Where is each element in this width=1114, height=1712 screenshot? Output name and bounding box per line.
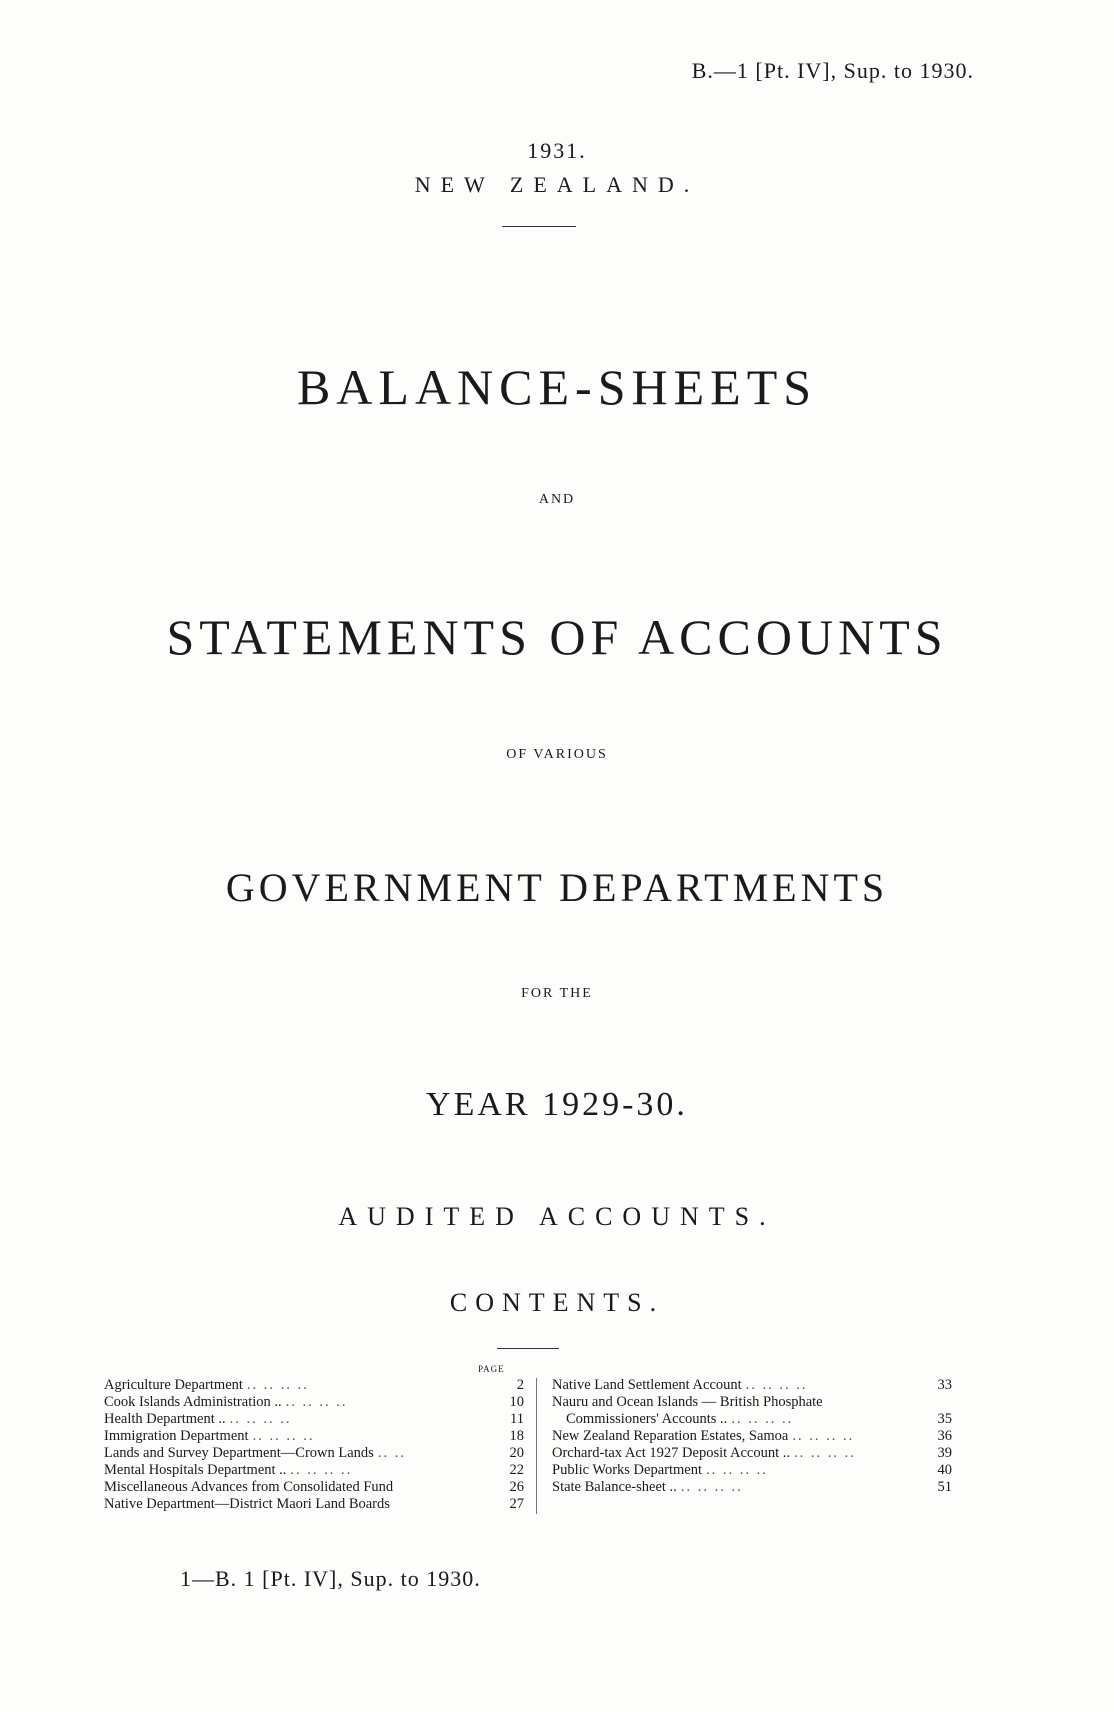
toc-entry: Cook Islands Administration .. .. .. .. .. 10 bbox=[104, 1394, 524, 1410]
toc-entry: Immigration Department .. .. .. .. 18 bbox=[104, 1428, 524, 1444]
title-connector-2: OF VARIOUS bbox=[506, 747, 608, 762]
toc-entry-page: 27 bbox=[509, 1496, 524, 1512]
toc-entry-label: Nauru and Ocean Islands — British Phosphate bbox=[552, 1394, 823, 1410]
toc-entry bbox=[552, 1394, 952, 1411]
title-line-3: GOVERNMENT DEPARTMENTS bbox=[225, 865, 889, 910]
divider bbox=[497, 1348, 559, 1349]
toc-entry: Health Department .. .. .. .. .. 11 bbox=[104, 1411, 524, 1427]
toc-entry: Public Works Department .. .. .. .. 40 bbox=[552, 1462, 952, 1478]
toc-entry-label: Native Department—District Maori Land Boards bbox=[104, 1496, 390, 1512]
toc-entry bbox=[104, 1479, 524, 1496]
toc-entry-label: Miscellaneous Advances from Consolidated Fund bbox=[104, 1479, 394, 1495]
footer-reference: 1—B. 1 [Pt. IV], Sup. to 1930. bbox=[180, 1566, 481, 1591]
toc-entry-page: 33 bbox=[937, 1377, 952, 1393]
title-line-2: STATEMENTS OF ACCOUNTS bbox=[166, 609, 948, 665]
toc-entry-page: 2 bbox=[516, 1377, 524, 1393]
toc-entry: Mental Hospitals Department .. .. .. .. .. 22 bbox=[104, 1462, 524, 1478]
title-line-1: BALANCE-SHEETS bbox=[296, 359, 818, 415]
toc-entry: State Balance-sheet .. .. .. .. .. 51 bbox=[552, 1479, 952, 1495]
toc-entry-label: New Zealand Reparation Estates, Samoa bbox=[552, 1428, 789, 1444]
toc-entry-page: 40 bbox=[937, 1462, 952, 1478]
toc-entry: Commissioners' Accounts .. .. .. .. .. 35 bbox=[552, 1411, 952, 1428]
toc-entry-label: Immigration Department bbox=[104, 1428, 249, 1444]
toc-entry: New Zealand Reparation Estates, Samoa .. .. .. .. 36 bbox=[552, 1428, 952, 1444]
toc-entry-label: Public Works Department bbox=[552, 1462, 702, 1478]
publication-year: 1931. bbox=[527, 138, 587, 163]
toc-entry-label: State Balance-sheet .. bbox=[552, 1479, 677, 1495]
toc-entry-label: Cook Islands Administration .. bbox=[104, 1394, 282, 1410]
subtitle: AUDITED ACCOUNTS. bbox=[338, 1202, 776, 1231]
toc-entry: Agriculture Department .. .. .. .. 2 bbox=[104, 1377, 524, 1393]
toc-entry-page: 10 bbox=[509, 1394, 524, 1410]
contents-left-column bbox=[104, 1377, 524, 1513]
contents-heading: CONTENTS. bbox=[449, 1288, 665, 1317]
toc-entry-page: 36 bbox=[937, 1428, 952, 1444]
toc-entry-page: 35 bbox=[937, 1411, 952, 1427]
toc-entry-page: 39 bbox=[937, 1445, 952, 1461]
document-reference: B.—1 [Pt. IV], Sup. to 1930. bbox=[691, 58, 974, 83]
toc-entry: Orchard-tax Act 1927 Deposit Account .. .. .. .. .. 39 bbox=[552, 1445, 952, 1461]
toc-entry-label: Orchard-tax Act 1927 Deposit Account .. bbox=[552, 1445, 790, 1461]
toc-entry-label: Lands and Survey Department—Crown Lands bbox=[104, 1445, 374, 1461]
title-connector-1: AND bbox=[538, 492, 576, 507]
toc-entry-page: 20 bbox=[509, 1445, 524, 1461]
toc-entry: Native Land Settlement Account .. .. .. .. 33 bbox=[552, 1377, 952, 1393]
toc-entry-label: Native Land Settlement Account bbox=[552, 1377, 742, 1393]
column-divider bbox=[536, 1378, 537, 1514]
toc-entry-label: Mental Hospitals Department .. bbox=[104, 1462, 287, 1478]
toc-entry-page: 18 bbox=[509, 1428, 524, 1444]
toc-entry-page: 26 bbox=[509, 1479, 524, 1495]
toc-entry-label: Agriculture Department bbox=[104, 1377, 243, 1393]
divider bbox=[502, 226, 576, 227]
title-period: YEAR 1929-30. bbox=[426, 1086, 688, 1123]
toc-entry-label: Commissioners' Accounts .. bbox=[566, 1411, 728, 1427]
toc-entry: Lands and Survey Department—Crown Lands .. .. 20 bbox=[104, 1445, 524, 1461]
toc-entry-page: 51 bbox=[937, 1479, 952, 1495]
toc-entry bbox=[104, 1496, 524, 1513]
toc-entry-label: Health Department .. bbox=[104, 1411, 226, 1427]
title-connector-3: FOR THE bbox=[521, 986, 593, 1001]
page-column-label: PAGE bbox=[478, 1364, 505, 1374]
contents-right-column bbox=[552, 1377, 952, 1496]
toc-entry-page: 22 bbox=[509, 1462, 524, 1478]
toc-entry-page: 11 bbox=[510, 1411, 524, 1427]
country-heading: NEW ZEALAND. bbox=[414, 172, 700, 197]
